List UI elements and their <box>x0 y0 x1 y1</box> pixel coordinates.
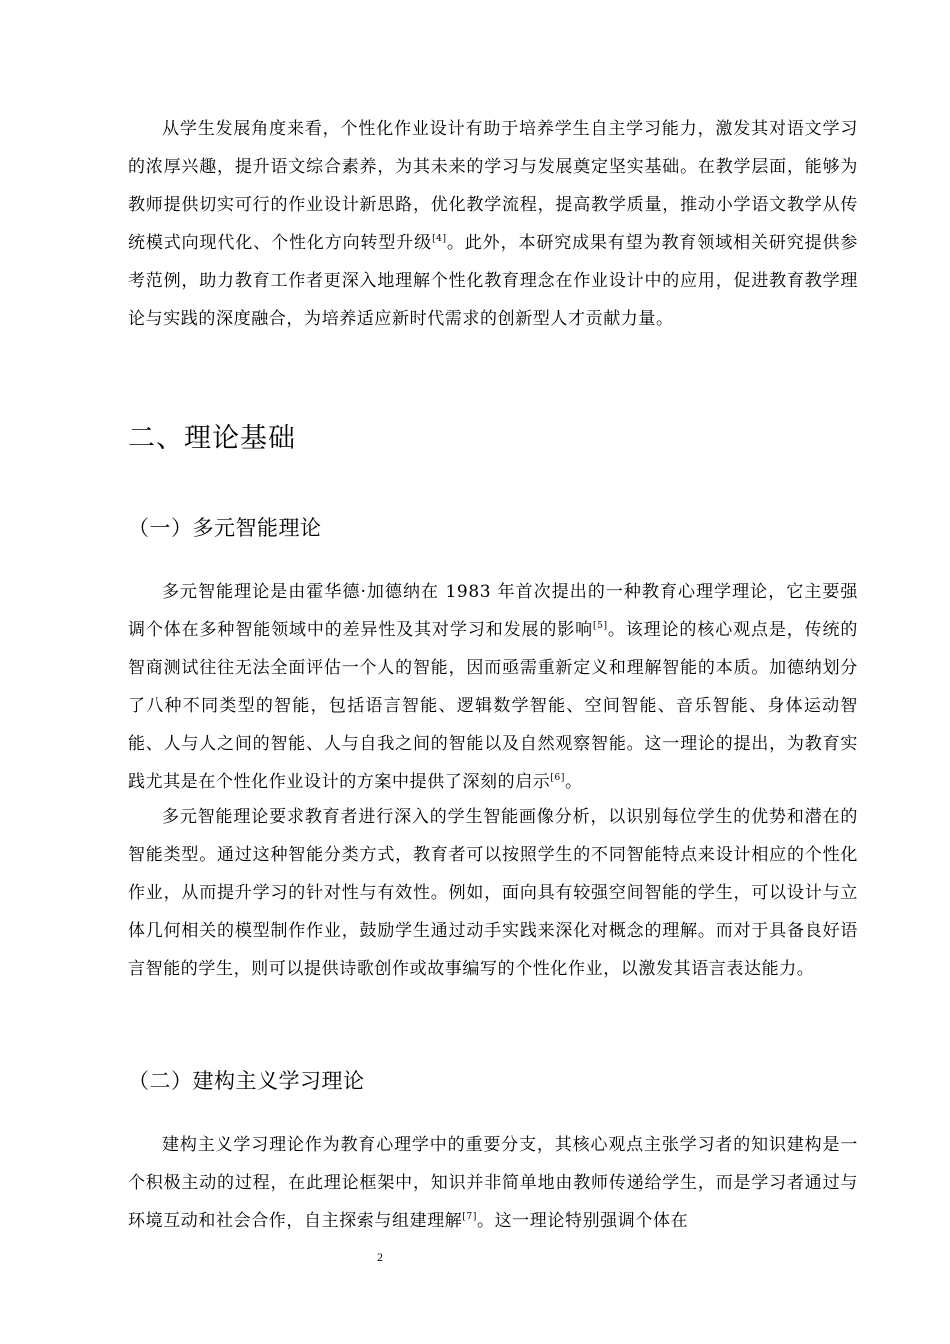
paragraph-text: 。 <box>564 772 583 792</box>
paragraph-multiple-intelligences-application: 多元智能理论要求教育者进行深入的学生智能画像分析，以识别每位学生的优势和潜在的智能类型。通过这种智能分类方式，教育者可以按照学生的不同智能特点来设计相应的个性化作业，从而提升学习的针对性与有效性。例如，面向具有较强空间智能的学生，可以设计与立体几何相关的模型制作作业，鼓励学生通过动手实践来深化对概念的理解。而对于具备良好语言智能的学生，则可以提供诗歌创作或故事编写的个性化作业，以激发其语言表达能力。 <box>128 807 858 979</box>
paragraph-text: 。这一理论特别强调个体在 <box>476 1211 689 1231</box>
citation-ref-6[interactable]: [6] <box>550 773 565 783</box>
section-title: 二、理论基础 <box>128 423 296 454</box>
paragraph-text: 。该理论的核心观点是，传统的智商测试往往无法全面评估一个人的智能，因而亟需重新定义和理解智能的本质。加德纳划分了八种不同类型的智能，包括语言智能、逻辑数学智能、空间智能、音乐智能、身体运动智能、人与人之间的智能、人与自我之间的智能以及自然观察智能。这一理论的提出，为教育实践尤其是在个性化作业设计的方案中提供了深刻的启示 <box>128 620 858 792</box>
citation-ref-5[interactable]: [5] <box>593 621 608 631</box>
citation-ref-7[interactable]: [7] <box>462 1212 477 1222</box>
paragraph-multiple-intelligences-intro <box>128 573 858 801</box>
subsection-title-multiple-intelligences: （一）多元智能理论 <box>128 516 322 540</box>
citation-ref-4[interactable]: [4] <box>432 234 447 244</box>
paragraph-text: 建构主义学习理论作为教育心理学中的重要分支，其核心观点主张学习者的知识建构是一个积极主动的过程，在此理论框架中，知识并非简单地由教师传递给学生，而是学习者通过与环境互动和社会合作，自主探索与组建理解 <box>128 1135 858 1231</box>
paragraph-text: 。此外，本研究成果有望为教育领域相关研究提供参考范例，助力教育工作者更深入地理解个性化教育理念在作业设计中的应用，促进教育教学理论与实践的深度融合，为培养适应新时代需求的创新型人才贡献力量。 <box>128 233 858 329</box>
paragraph-text: 多元智能理论是由霍华德·加德纳在 1983 年首次提出的一种教育心理学理论，它主要强调个体在多种智能领域中的差异性及其对学习和发展的影响 <box>128 582 858 640</box>
paragraph-text: 从学生发展角度来看，个性化作业设计有助于培养学生自主学习能力，激发其对语文学习的浓厚兴趣，提升语文综合素养，为其未来的学习与发展奠定坚实基础。在教学层面，能够为教师提供切实可行的作业设计新思路，优化教学流程，提高教学质量，推动小学语文教学从传统模式向现代化、个性化方向转型升级 <box>128 119 858 253</box>
page-number: 2 <box>377 1250 383 1264</box>
paragraph-significance <box>128 110 858 338</box>
paragraph-constructivism <box>128 1126 858 1240</box>
subsection-title-constructivism: （二）建构主义学习理论 <box>128 1069 365 1093</box>
